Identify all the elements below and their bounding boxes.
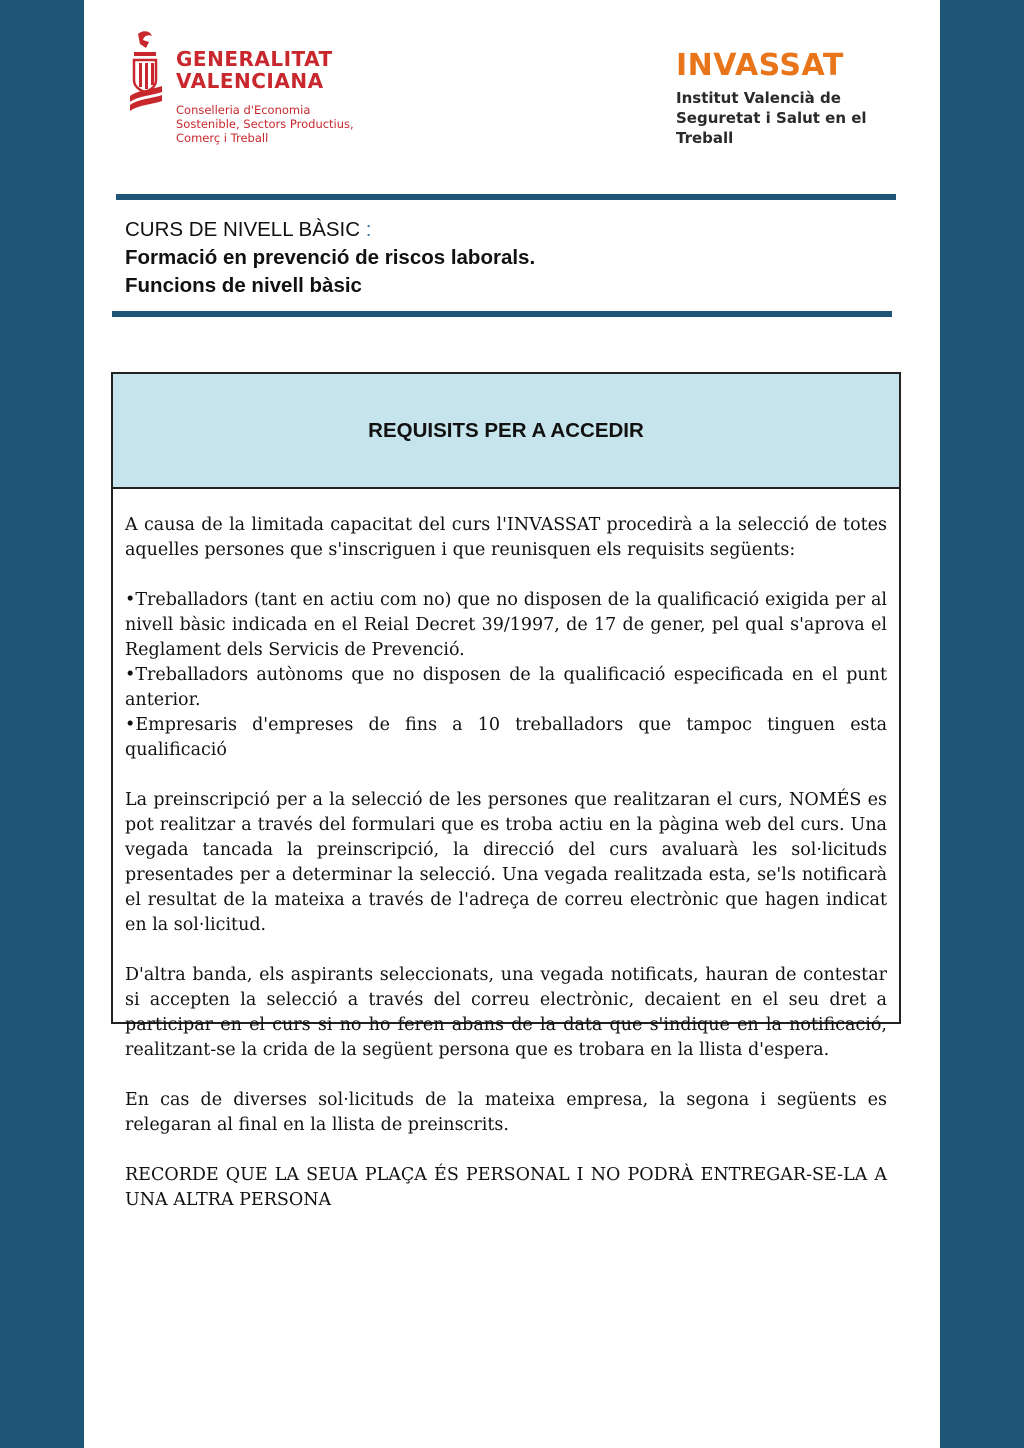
requirements-body (113, 489, 899, 1213)
department-line3: Comerç i Treball (176, 131, 269, 145)
invassat-subtitle-line1: Institut Valencià de (676, 89, 841, 107)
document-page (84, 0, 940, 1448)
intro-paragraph: A causa de la limitada capacitat del curs l'INVASSAT procedirà a la selecció de totes aquelles persones que s'inscriguen i que reunisquen els requisits següents: (125, 515, 887, 560)
generalitat-department (176, 103, 354, 145)
generalitat-name (176, 48, 333, 92)
list-item: •Treballadors autònoms que no disposen de la qualificació especificada en el punt anterior. (125, 665, 887, 710)
requirements-heading: REQUISITS PER A ACCEDIR (113, 374, 899, 489)
department-line2: Sostenible, Sectors Productius, (176, 117, 354, 131)
company-paragraph: En cas de diverses sol·licituds de la mateixa empresa, la segona i següents es relegaran al final en la llista de preinscrits. (125, 1090, 887, 1135)
reminder-paragraph: RECORDE QUE LA SEUA PLAÇA ÉS PERSONAL I NO PODRÀ ENTREGAR-SE-LA A UNA ALTRA PERSONA (125, 1165, 887, 1210)
header-bottom-rule (112, 311, 892, 317)
requirements-list (125, 588, 887, 763)
header-top-rule (116, 194, 896, 200)
invassat-subtitle (676, 88, 906, 148)
generalitat-emblem-icon (128, 30, 164, 112)
acceptance-paragraph: D'altra banda, els aspirants seleccionats, una vegada notificats, hauran de contestar si accepten la selecció a través del correu electrònic, decaient en el seu dret a participar en el curs si no ho feren abans de la data que s'indique en la notificació, realitzant-se la crida de la següent persona que es trobara en la llista d'espera. (125, 965, 887, 1060)
course-heading (125, 216, 845, 300)
course-subtitle: Funcions de nivell bàsic (125, 274, 362, 297)
course-level-colon: : (365, 218, 372, 241)
course-title: Formació en prevenció de riscos laborals. (125, 246, 536, 269)
invassat-subtitle-line2: Seguretat i Salut en el Treball (676, 109, 867, 147)
course-level-text: CURS DE NIVELL BÀSIC (125, 218, 361, 241)
generalitat-logo (128, 30, 368, 150)
generalitat-name-line1: GENERALITAT (176, 47, 333, 71)
department-line1: Conselleria d'Economia (176, 103, 311, 117)
invassat-name: INVASSAT (676, 48, 844, 83)
preinscription-paragraph: La preinscripció per a la selecció de les persones que realitzaran el curs, NOMÉS es pot realitzar a través del formulari que es troba actiu en la pàgina web del curs. Una vegada tancada la preinscripció, la direcció del curs avaluarà les sol·licituds presentades per a determinar la selecció. Una vegada realitzada esta, se'ls notificarà el resultat de la mateixa a través de l'adreça de correu electrònic que hagen indicat en la sol·licitud. (125, 790, 887, 935)
invassat-logo (676, 48, 906, 147)
list-item: •Empresaris d'empreses de fins a 10 treballadors que tampoc tinguen esta qualificació (125, 715, 887, 760)
generalitat-name-line2: VALENCIANA (176, 69, 324, 93)
course-level (125, 216, 845, 244)
list-item: •Treballadors (tant en actiu com no) que no disposen de la qualificació exigida per al nivell bàsic indicada en el Reial Decret 39/1997, de 17 de gener, pel qual s'aprova el Reglament dels Servicis de Prevenció. (125, 590, 887, 660)
requirements-box (111, 372, 901, 1210)
